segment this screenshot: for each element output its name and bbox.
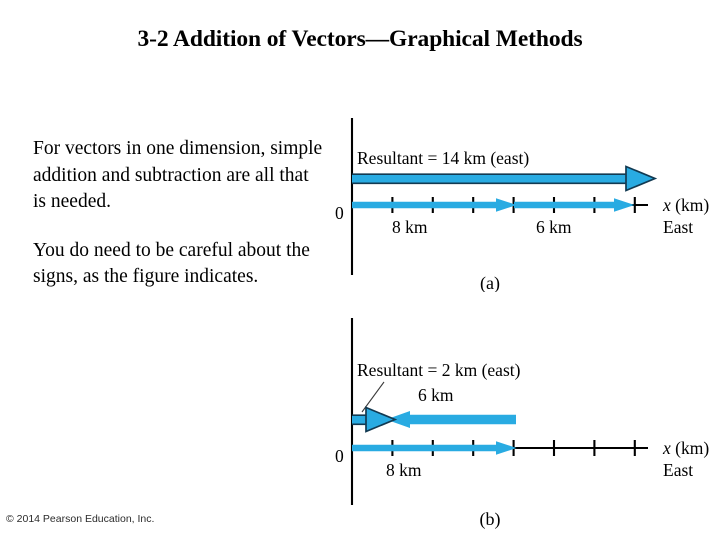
vector-6km-arrowhead-a xyxy=(614,198,635,212)
vector-8km-label-b: 8 km xyxy=(386,460,422,480)
x-axis-symbol-b: x xyxy=(663,438,671,458)
body-paragraph-1: For vectors in one dimension, simple addition and subtraction are all that is needed. xyxy=(33,138,323,212)
origin-label-b: 0 xyxy=(335,446,344,466)
x-axis-title-a xyxy=(662,195,709,215)
resultant-label-a: Resultant = 14 km (east) xyxy=(357,148,530,168)
x-axis-direction-b: East xyxy=(663,460,694,480)
resultant-vector-b xyxy=(352,408,395,432)
copyright-footer: © 2014 Pearson Education, Inc. xyxy=(6,513,155,525)
x-axis-unit-a: (km) xyxy=(670,195,710,215)
figure-caption-a: (a) xyxy=(480,273,500,292)
page-title: 3-2 Addition of Vectors—Graphical Methods xyxy=(137,26,583,52)
resultant-vector-a xyxy=(352,167,655,191)
figure-caption-b: (b) xyxy=(479,509,501,529)
vector-8km-label-a: 8 km xyxy=(392,217,428,237)
resultant-arrowhead-a xyxy=(626,167,655,191)
body-text-block xyxy=(33,136,323,291)
x-axis-direction-a: East xyxy=(663,217,694,237)
vector-8km-a xyxy=(352,198,517,212)
origin-label-a: 0 xyxy=(335,203,344,223)
resultant-label-b: Resultant = 2 km (east) xyxy=(357,360,521,380)
figure-a xyxy=(330,112,720,292)
figure-b-diagram xyxy=(330,300,720,530)
figure-b xyxy=(330,300,720,530)
vector-6km-a xyxy=(514,198,635,212)
vector-8km-b xyxy=(352,441,517,455)
vector-6km-b xyxy=(386,411,516,428)
x-axis-symbol-a: x xyxy=(663,195,671,215)
vector-6km-label-a: 6 km xyxy=(536,217,572,237)
body-paragraph-2: You do need to be careful about the signs, as the figure indicates. xyxy=(33,239,310,287)
vector-6km-label-b: 6 km xyxy=(418,385,454,405)
figure-a-diagram xyxy=(330,112,720,292)
x-axis-unit-b: (km) xyxy=(670,438,710,458)
resultant-arrowhead-b xyxy=(366,408,395,432)
x-axis-title-b xyxy=(662,438,709,458)
